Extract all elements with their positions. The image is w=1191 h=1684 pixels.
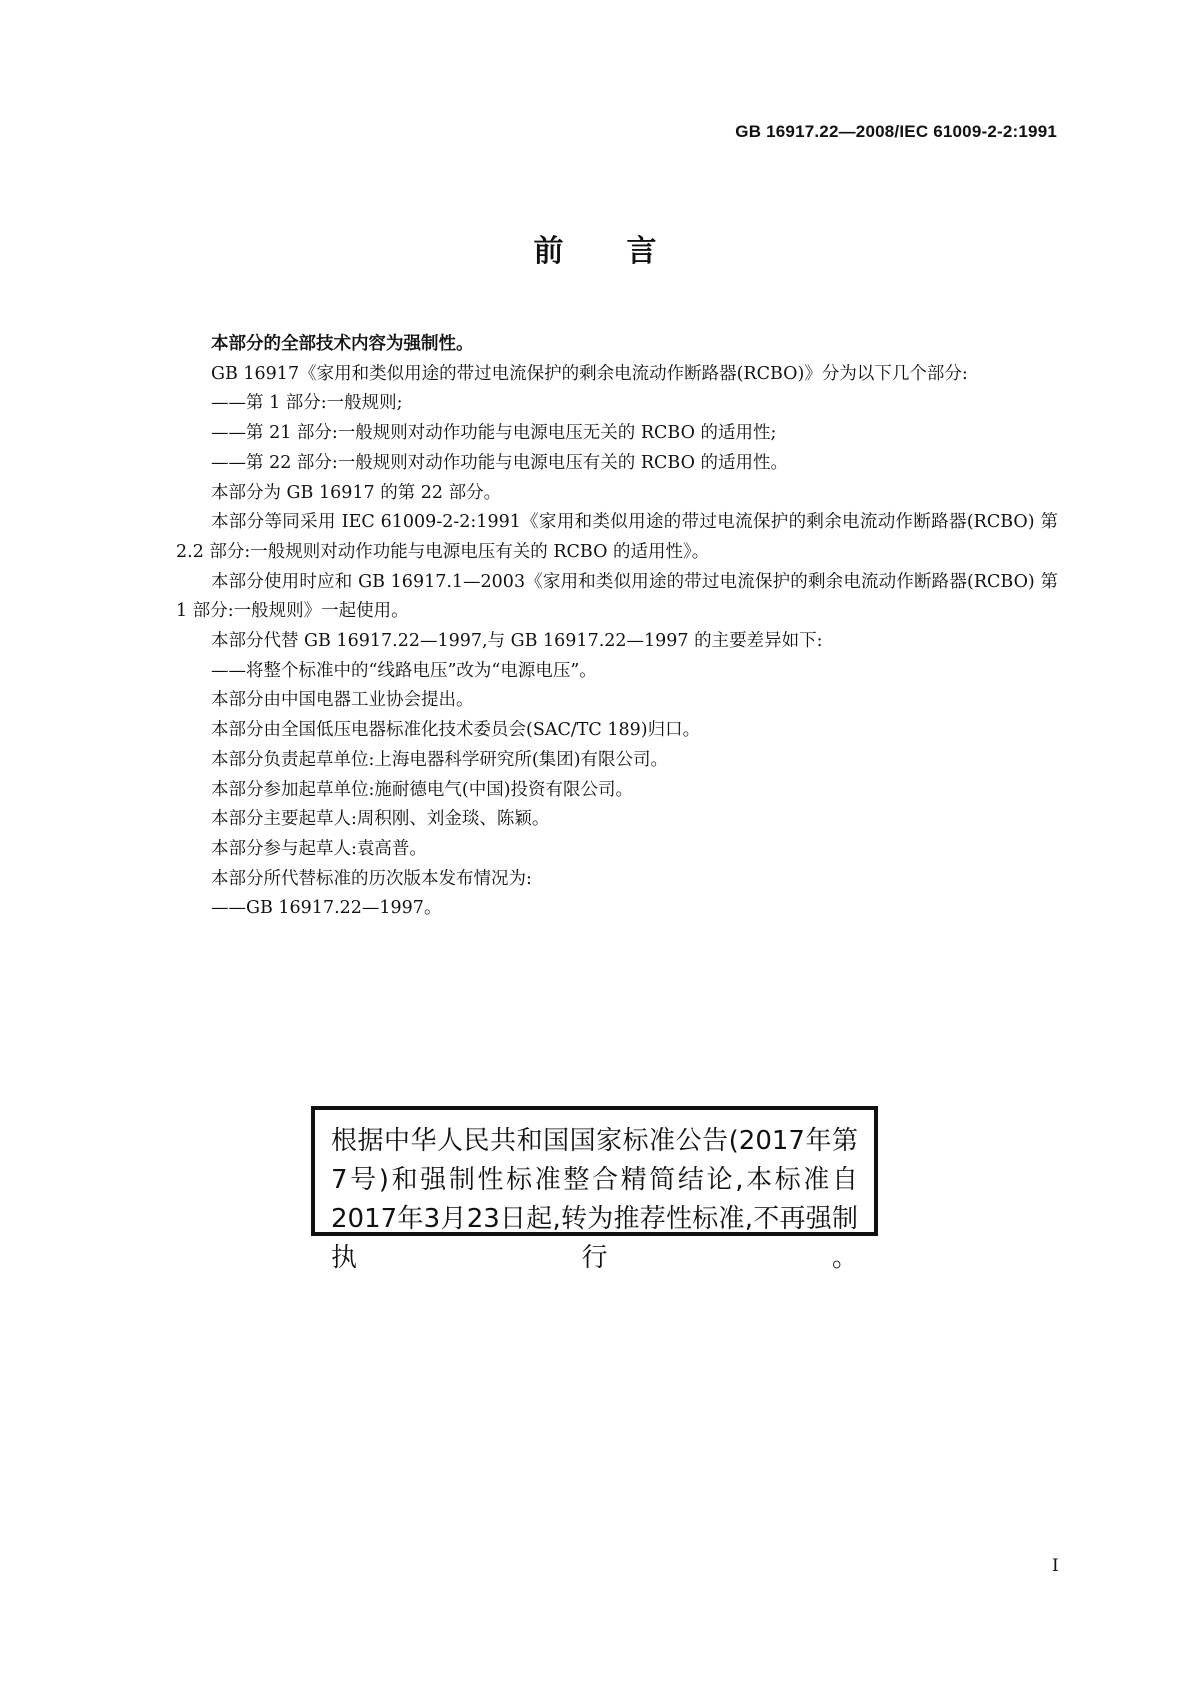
list-item-part-21: ——第 21 部分:一般规则对动作功能与电源电压无关的 RCBO 的适用性; [211, 423, 777, 444]
foreword-body [176, 330, 1058, 924]
title-char-1: 前 [533, 234, 565, 269]
notice-box: 根据中华人民共和国国家标准公告(2017年第7号)和强制性标准整合精简结论,本标准自2017年3月23日起,转为推荐性标准,不再强制执行。 [311, 1106, 878, 1236]
paragraph-drafting-unit: 本部分负责起草单位:上海电器科学研究所(集团)有限公司。 [211, 749, 669, 770]
paragraph-committee: 本部分由全国低压电器标准化技术委员会(SAC/TC 189)归口。 [211, 720, 701, 741]
paragraph-history-intro: 本部分所代替标准的历次版本发布情况为: [211, 868, 532, 889]
paragraph-proposer: 本部分由中国电器工业协会提出。 [211, 690, 474, 711]
paragraph-usage: 本部分使用时应和 GB 16917.1—2003《家用和类似用途的带过电流保护的剩余电流动作断路器(RCBO) 第 1 部分:一般规则》一起使用。 [176, 571, 1058, 622]
list-item-part-1: ——第 1 部分:一般规则; [211, 393, 403, 414]
paragraph-participating-unit: 本部分参加起草单位:施耐德电气(中国)投资有限公司。 [211, 779, 634, 800]
list-item-part-22: ——第 22 部分:一般规则对动作功能与电源电压有关的 RCBO 的适用性。 [211, 452, 789, 473]
paragraph-replaces: 本部分代替 GB 16917.22—1997,与 GB 16917.22—1997 的主要差异如下: [211, 631, 823, 652]
paragraph-main-drafters: 本部分主要起草人:周积刚、刘金琰、陈颖。 [211, 809, 550, 830]
paragraph-series-intro: GB 16917《家用和类似用途的带过电流保护的剩余电流动作断路器(RCBO)》分为以下几个部分: [211, 363, 968, 384]
paragraph-equivalence: 本部分等同采用 IEC 61009-2-2:1991《家用和类似用途的带过电流保护的剩余电流动作断路器(RCBO) 第 2.2 部分:一般规则对动作功能与电源电压有关的 RCBO 的适用性》。 [176, 512, 1058, 562]
list-item-difference: ——将整个标准中的“线路电压”改为“电源电压”。 [211, 660, 597, 681]
paragraph-part-number: 本部分为 GB 16917 的第 22 部分。 [211, 482, 502, 503]
title-char-2: 言 [626, 234, 658, 269]
mandatory-statement: 本部分的全部技术内容为强制性。 [211, 334, 474, 354]
paragraph-participating-drafters: 本部分参与起草人:袁高普。 [211, 838, 427, 859]
page-number: I [1052, 1556, 1059, 1576]
page-title [0, 226, 1191, 270]
standard-code-header: GB 16917.22—2008/IEC 61009-2-2:1991 [735, 122, 1057, 141]
list-item-history-version: ——GB 16917.22—1997。 [211, 898, 442, 919]
